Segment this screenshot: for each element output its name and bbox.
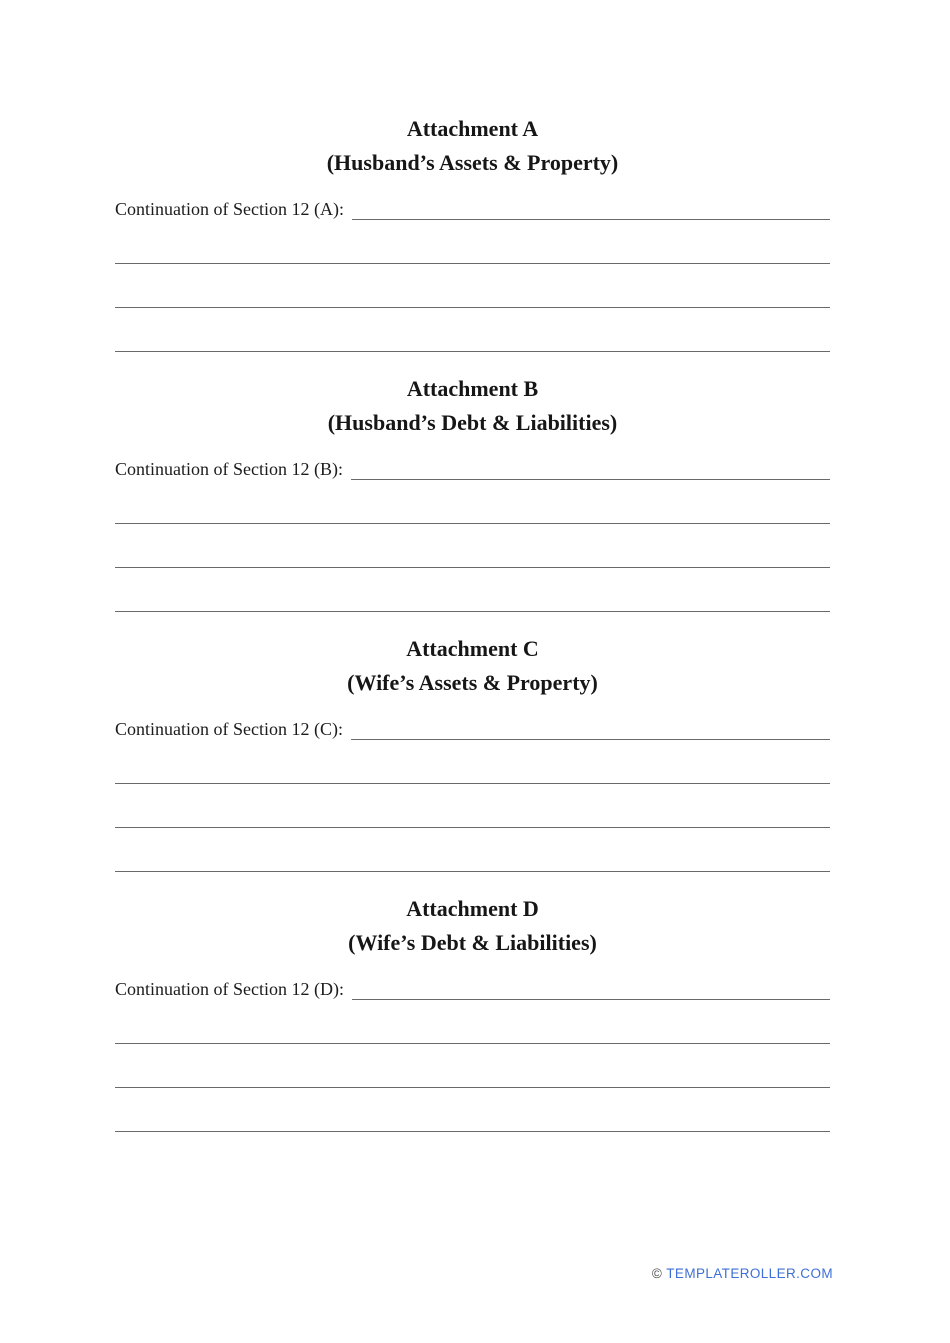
- write-line[interactable]: [115, 1000, 830, 1044]
- continuation-row-d: [115, 978, 830, 1000]
- footer: [652, 1266, 833, 1281]
- continuation-row-a: [115, 198, 830, 220]
- attachment-d-title: Attachment D: [406, 896, 539, 921]
- continuation-row-b: [115, 458, 830, 480]
- write-line[interactable]: [115, 784, 830, 828]
- attachment-d-subtitle: (Wife’s Debt & Liabilities): [348, 930, 597, 955]
- continuation-write-line-d[interactable]: [352, 978, 830, 1000]
- write-line[interactable]: [115, 828, 830, 872]
- attachment-section-a: [115, 112, 830, 352]
- templateroller-link[interactable]: TEMPLATEROLLER.COM: [666, 1266, 833, 1281]
- write-line[interactable]: [115, 524, 830, 568]
- write-line[interactable]: [115, 568, 830, 612]
- write-line[interactable]: [115, 740, 830, 784]
- attachment-a-title: Attachment A: [406, 116, 539, 141]
- write-line[interactable]: [115, 480, 830, 524]
- continuation-label-d: Continuation of Section 12 (D):: [115, 979, 344, 999]
- attachment-section-d: [115, 892, 830, 1132]
- write-line[interactable]: [115, 264, 830, 308]
- attachment-section-b: [115, 372, 830, 612]
- copyright-symbol: ©: [651, 1266, 663, 1281]
- attachment-c-title: Attachment C: [406, 636, 539, 661]
- continuation-row-c: [115, 718, 830, 740]
- attachment-b-subtitle: (Husband’s Debt & Liabilities): [327, 410, 618, 435]
- write-line[interactable]: [115, 1044, 830, 1088]
- document-content: [115, 112, 830, 1152]
- attachment-b-title: Attachment B: [406, 376, 539, 401]
- attachment-a-subtitle: (Husband’s Assets & Property): [326, 150, 619, 175]
- attachment-section-c: [115, 632, 830, 872]
- write-line[interactable]: [115, 1088, 830, 1132]
- continuation-label-c: Continuation of Section 12 (C):: [115, 719, 343, 739]
- continuation-write-line-b[interactable]: [351, 458, 830, 480]
- continuation-label-a: Continuation of Section 12 (A):: [115, 199, 344, 219]
- attachment-c-subtitle: (Wife’s Assets & Property): [347, 670, 598, 695]
- write-line[interactable]: [115, 220, 830, 264]
- continuation-label-b: Continuation of Section 12 (B):: [115, 459, 343, 479]
- write-line[interactable]: [115, 308, 830, 352]
- continuation-write-line-a[interactable]: [352, 198, 830, 220]
- continuation-write-line-c[interactable]: [351, 718, 830, 740]
